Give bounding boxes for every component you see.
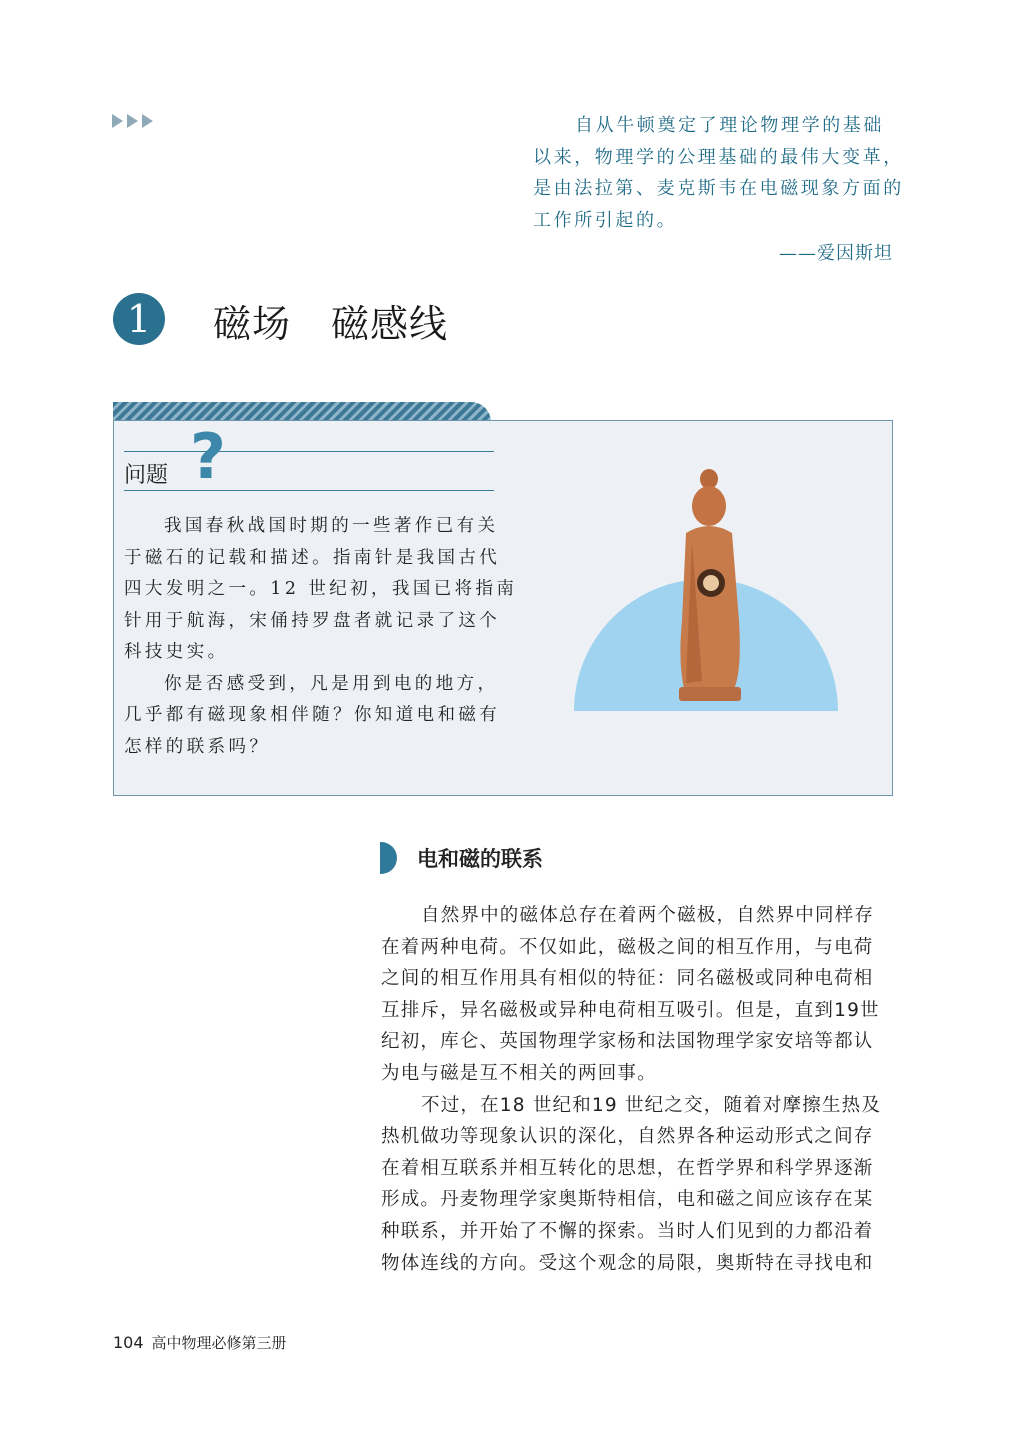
quote-author: ——爱因斯坦 <box>779 243 893 264</box>
question-line: 你是否感受到，凡是用到电的地方， <box>164 673 499 694</box>
body-line: 自然界中的磁体总存在着两个磁极，自然界中同样存 <box>421 905 875 926</box>
body-line: 互排斥，异名磁极或异种电荷相互吸引。但是，直到19世 <box>381 999 880 1021</box>
question-line: 我国春秋战国时期的一些著作已有关 <box>164 516 499 536</box>
body-line: 为电与磁是互不相关的两回事。 <box>381 1062 657 1084</box>
question-line: 于磁石的记载和描述。指南针是我国古代 <box>124 547 501 568</box>
question-label: 问题 <box>124 463 169 488</box>
decorative-zigzag-band <box>113 402 491 422</box>
question-header <box>124 420 494 493</box>
epigraph-quote <box>533 110 904 270</box>
body-line: 在着相互联系并相互转化的思想，在哲学界和科学界逐渐 <box>381 1157 874 1179</box>
quote-line: 是由法拉第、麦克斯韦在电磁现象方面的 <box>533 178 904 199</box>
body-line: 纪初，库仑、英国物理学家杨和法国物理学家安培等都认 <box>381 1031 874 1053</box>
half-circle-marker-icon <box>380 842 397 874</box>
question-line: 科技史实。 <box>124 642 229 662</box>
triple-arrow-icon <box>112 114 153 128</box>
section-number-badge: 1 <box>113 293 165 345</box>
body-line: 物体连线的方向。受这个观念的局限，奥斯特在寻找电和 <box>381 1252 874 1274</box>
body-line: 之间的相互作用具有相似的特征：同名磁极或同种电荷相 <box>381 968 874 990</box>
subsection-title: 电和磁的联系 <box>417 847 543 871</box>
body-line: 种联系，并开始了不懈的探索。当时人们见到的力都沿着 <box>381 1220 874 1242</box>
book-title: 高中物理必修第三册 <box>151 1334 287 1352</box>
quote-line: 自从牛顿奠定了理论物理学的基础 <box>575 115 884 136</box>
section-title-part: 磁感线 <box>331 302 449 346</box>
question-mark-icon: ? <box>190 420 226 493</box>
section-title-part: 磁场 <box>213 302 292 346</box>
body-line: 不过，在18 世纪和19 世纪之交，随着对摩擦生热及 <box>421 1094 882 1116</box>
body-line: 形成。丹麦物理学家奥斯特相信，电和磁之间应该存在某 <box>381 1189 874 1211</box>
question-line: 四大发明之一。12 世纪初，我国已将指南 <box>124 579 518 599</box>
subsection-heading <box>380 842 543 874</box>
question-line: 怎样的联系吗？ <box>124 736 271 757</box>
section-title <box>213 293 448 348</box>
question-line: 几乎都有磁现象相伴随？你知道电和磁有 <box>124 705 501 725</box>
page-number: 104 <box>113 1333 144 1352</box>
page-footer <box>113 1332 287 1353</box>
body-line: 热机做功等现象认识的深化，自然界各种运动形式之间存 <box>381 1126 874 1148</box>
question-box <box>113 420 893 796</box>
body-line: 在着两种电荷。不仅如此，磁极之间的相互作用，与电荷 <box>381 936 874 958</box>
question-text <box>124 511 517 763</box>
figurine-icon <box>679 469 741 701</box>
quote-line: 工作所引起的。 <box>533 209 678 231</box>
body-text <box>381 900 895 1279</box>
question-line: 针用于航海，宋俑持罗盘者就记录了这个 <box>124 610 501 631</box>
quote-line: 以来，物理学的公理基础的最伟大变革， <box>533 146 904 168</box>
song-figurine-compass-image <box>574 461 839 711</box>
